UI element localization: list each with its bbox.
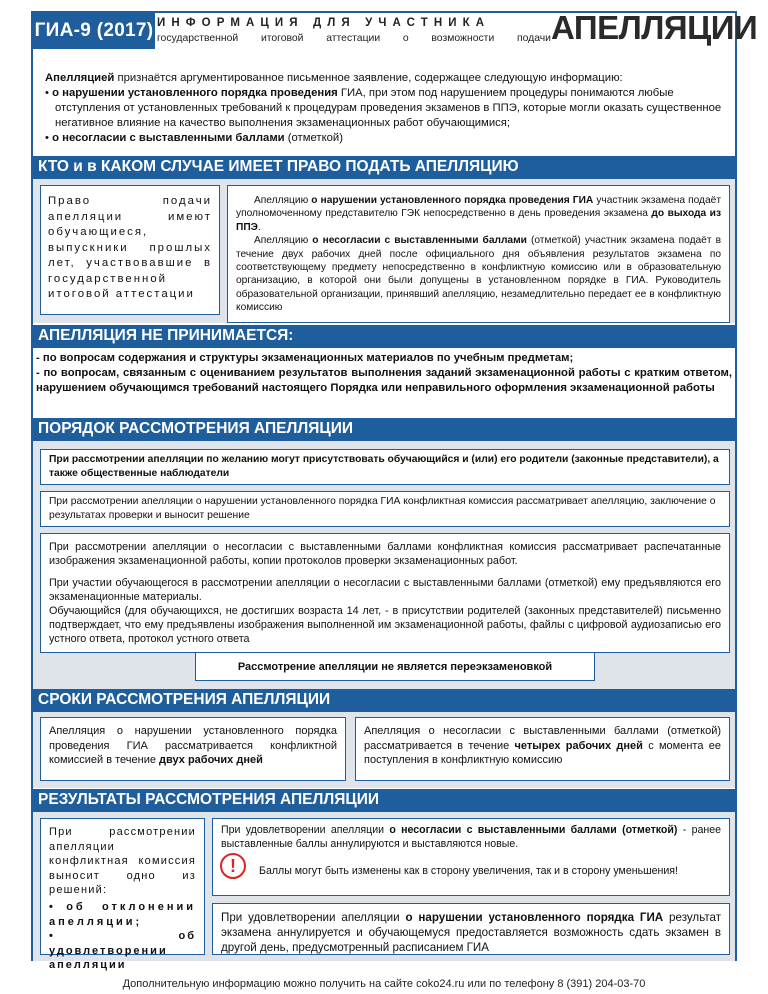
results-option-reject: об отклонении апелляции; — [49, 900, 196, 928]
results-r1-b: о несогласии с выставленными баллами (отметкой) — [389, 824, 678, 836]
procedure-heading: ПОРЯДОК РАССМОТРЕНИЯ АПЕЛЛЯЦИИ — [33, 418, 735, 441]
exam-badge: ГИА-9 (2017) — [33, 13, 155, 49]
intro-bullet1-bold: о нарушении установленного порядка проведения — [52, 87, 338, 99]
footer-contact: Дополнительную информацию можно получить на сайте coko24.ru или по телефону 8 (391) 204-03-70 — [122, 978, 646, 990]
intro-bullet1-text: ГИА, при этом под нарушением процедуры понимаются любые отступления от установленных требований к процедурам проведения экзаменов в ППЭ, которые могли оказать существенное негативное влияние на качество выполнения экзаменационных работ обучающимися; — [55, 87, 722, 129]
header-info-line1: ИНФОРМАЦИЯ ДЛЯ УЧАСТНИКА — [157, 17, 491, 29]
results-r2-b: о нарушении установленного порядка ГИА — [405, 911, 664, 924]
who-left-text: Право подачи апелляции имеют обучающиеся, выпускники прошлых лет, участвовавшие в государственной итоговой аттестации — [48, 195, 212, 300]
terms-right-a: Апелляция о несогласии с выставленными баллами (отметкой) рассматривается в течение — [364, 725, 721, 752]
header — [33, 9, 758, 49]
results-r2-c: результат экзамена аннулируется и обучающемуся предоставляется возможность сдать экзамен в другой день, предусмотренный расписанием ГИА — [221, 911, 722, 954]
who-r1-c: участник экзамена подаёт уполномоченному представителю ГЭК непосредственно в день проведения экзамена — [236, 195, 721, 220]
intro-section: Апелляцией признаётся аргументированное письменное заявление, содержащее следующую информацию: • о нарушении установленного порядка проведения ГИА, при этом под нарушением процедуры понимаются любые отступления от установленных требований к процедурам проведения экзаменов в ППЭ, которые могли оказать существенное негативное влияние на качество выполнения экзаменационных работ обучающимися; • о несогласии с выставленными баллами (отметкой) — [45, 72, 722, 144]
procedure-p4: При участии обучающегося в рассмотрении апелляции о несогласии с выставленными баллами (отметкой) ему предъявляются его экзаменационные материалы. — [49, 577, 721, 603]
results-warning-text: Баллы могут быть изменены как в сторону увеличения, так и в сторону уменьшения! — [259, 865, 678, 877]
who-r2-c: (отметкой) участник экзамена подаёт в течение двух рабочих дней после официального дня объявления результатов экзамена по соответствующему предмету непосредственно в конфликтную комиссию или в образовательную организацию, в которой они были допущены в установленном порядке в ГИА. Руководитель образовательной организации, принявший апелляцию, незамедлительно передает ее в конфликтную комиссию — [236, 235, 721, 314]
procedure-box-1: При рассмотрении апелляции по желанию могут присутствовать обучающийся и (или) его родители (законные представители), а также общественные наблюдатели — [40, 449, 730, 485]
results-left-intro: При рассмотрении апелляции конфликтная комиссия выносит одно из решений: — [49, 826, 196, 897]
who-heading: КТО и в КАКОМ СЛУЧАЕ ИМЕЕТ ПРАВО ПОДАТЬ АПЕЛЛЯЦИЮ — [33, 156, 735, 179]
intro-text: признаётся аргументированное письменное заявление, содержащее следующую информацию: — [114, 72, 623, 84]
results-heading: РЕЗУЛЬТАТЫ РАССМОТРЕНИЯ АПЕЛЛЯЦИИ — [33, 789, 735, 812]
who-right-box — [227, 185, 730, 323]
procedure-box-3 — [40, 533, 730, 653]
terms-left-b: двух рабочих дней — [159, 754, 263, 767]
who-r1-e: . — [257, 221, 261, 233]
terms-right-box — [355, 717, 730, 781]
who-r1-b: о нарушении установленного порядка проведения ГИА — [311, 195, 594, 206]
who-left-box — [40, 185, 220, 315]
not-accepted-heading: АПЕЛЛЯЦИЯ НЕ ПРИНИМАЕТСЯ: — [33, 325, 735, 348]
not-accepted-item-2: - по вопросам, связанным с оцениванием результатов выполнения заданий экзаменационной работы с кратким ответом, нарушением обучающимся требований настоящего Порядка или неправильного оформления экзаменационной работы — [36, 367, 732, 394]
results-right-box-1 — [212, 818, 730, 896]
header-info-line2: государственной итоговой аттестации о возможности подачи — [157, 33, 551, 44]
results-right-box-2 — [212, 903, 730, 955]
results-r1-c: - ранее выставленные баллы аннулируются и выставляются новые. — [221, 824, 721, 850]
terms-right-c: с момента ее поступления в конфликтную комиссию — [364, 739, 721, 767]
exclamation-icon: ! — [220, 853, 246, 879]
who-r1-d: до выхода из ППЭ — [236, 208, 722, 233]
not-accepted-item-1: - по вопросам содержания и структуры экзаменационных материалов по учебным предметам; — [36, 352, 574, 364]
procedure-p5: Обучающийся (для обучающихся, не достигших возраста 14 лет, - в присутствии родителей (законных представителей) письменно подтверждает, что ему предъявлены изображения выполненной им экзаменационной работы, файлы с цифровой аудиозаписью его устного ответа, протокол устного ответа — [49, 605, 721, 645]
info-sheet — [31, 9, 758, 972]
who-r2-a: Апелляцию — [254, 235, 313, 247]
who-r2-b: о несогласии с выставленными баллами — [312, 235, 527, 247]
procedure-box-2: При рассмотрении апелляции о нарушении установленного порядка ГИА конфликтная комиссия рассматривает апелляцию, заключение о результатах проверки и выносит решение — [40, 491, 730, 527]
terms-right-b: четырех рабочих дней — [514, 739, 643, 752]
procedure-p3: При рассмотрении апелляции о несогласии с выставленными баллами конфликтная комиссия рассматривает распечатанные изображения экзаменационной работы, копии протоколов проверки экзаменационных работ. — [49, 541, 721, 567]
terms-left-box — [40, 717, 346, 781]
results-r2-a: При удовлетворении апелляции — [221, 911, 406, 924]
intro-bullet2-text: (отметкой) — [284, 132, 344, 144]
procedure-note: Рассмотрение апелляции не является переэкзаменовкой — [195, 653, 595, 681]
results-option-accept: об удовлетворении апелляции — [49, 930, 196, 972]
intro-term: Апелляцией — [45, 72, 115, 84]
terms-heading: СРОКИ РАССМОТРЕНИЯ АПЕЛЛЯЦИИ — [33, 689, 735, 712]
who-r1-a: Апелляцию — [254, 195, 312, 206]
not-accepted-list — [36, 351, 732, 396]
intro-bullet2-bold: о несогласии с выставленными баллами — [52, 132, 285, 144]
results-left-box: При рассмотрении апелляции конфликтная комиссия выносит одно из решений: • об отклонении апелляции; • об удовлетворении апелляции — [40, 818, 205, 955]
results-r1-a: При удовлетворении апелляции — [221, 824, 390, 836]
page-title: АПЕЛЛЯЦИИ — [551, 9, 758, 46]
terms-left-a: Апелляция о нарушении установленного порядка проведения ГИА рассматривается конфликтной комиссией в течение — [49, 725, 337, 767]
